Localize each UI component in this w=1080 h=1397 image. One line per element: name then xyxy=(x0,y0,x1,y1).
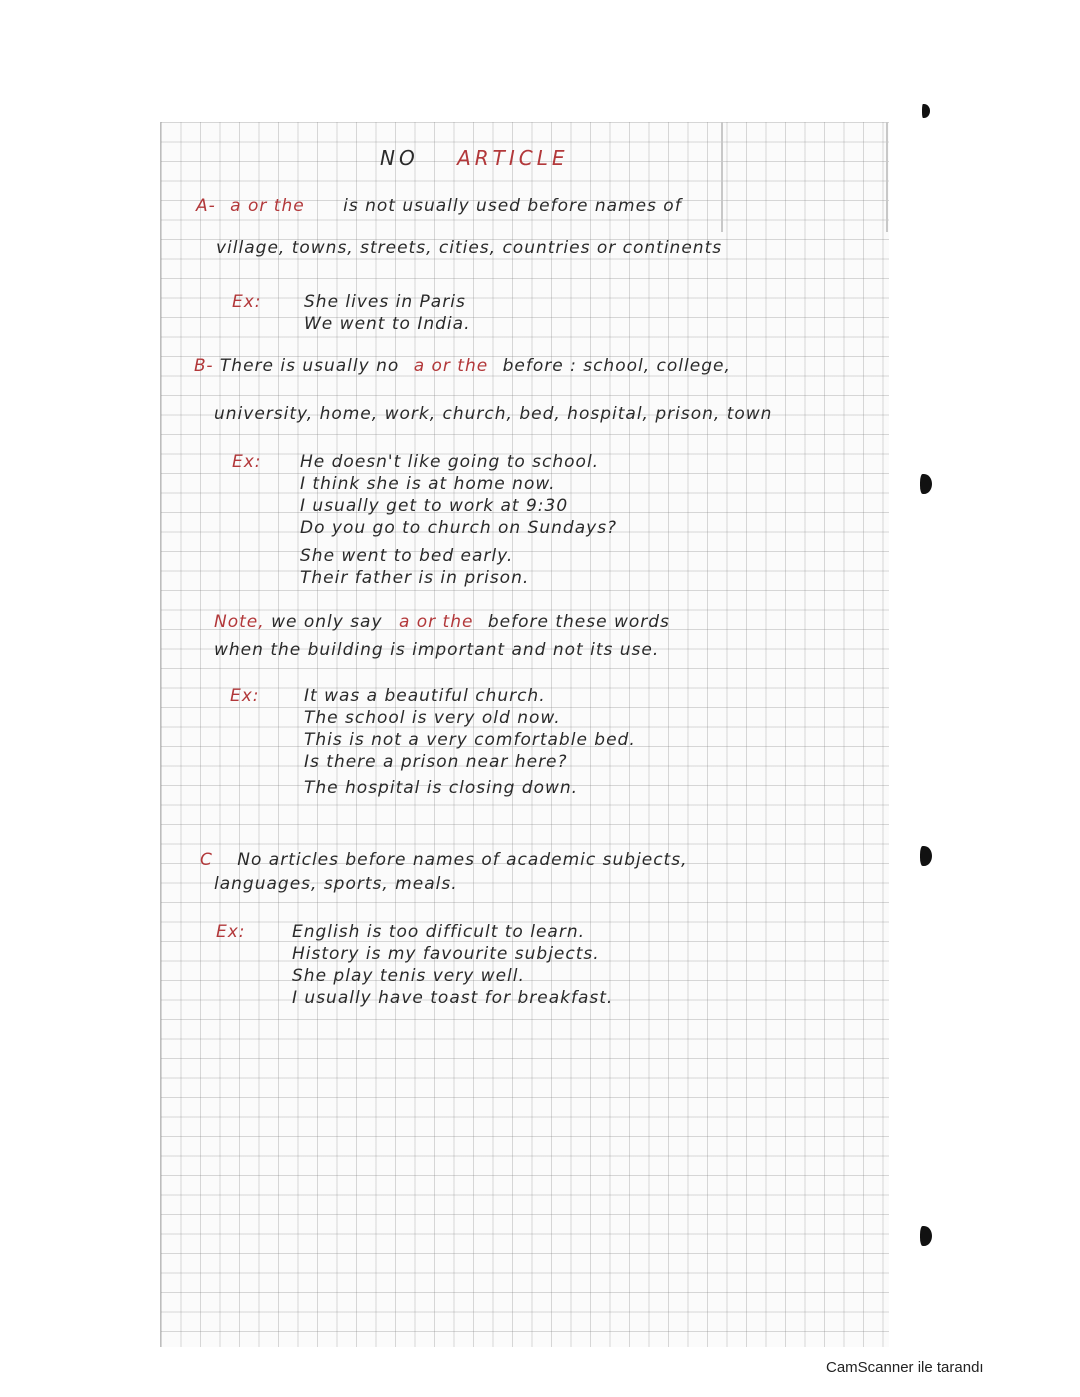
punch-hole-icon xyxy=(918,104,930,118)
section-b-start: There is usually no xyxy=(219,356,400,376)
example-line: The hospital is closing down. xyxy=(304,778,579,798)
scanner-watermark: CamScanner ile tarandı xyxy=(826,1359,984,1376)
punch-hole-icon xyxy=(916,1226,932,1246)
example-line: He doesn't like going to school. xyxy=(300,452,600,472)
section-b-marker: B- xyxy=(194,356,214,376)
section-b-articles: a or the xyxy=(413,356,489,376)
note-start: we only say xyxy=(271,612,383,632)
section-a-articles: a or the xyxy=(230,196,305,216)
note-ex-label: Ex: xyxy=(230,686,260,706)
section-b-line1 xyxy=(194,356,731,376)
example-line: Do you go to church on Sundays? xyxy=(300,518,618,538)
example-line: I usually have toast for breakfast. xyxy=(292,988,614,1008)
example-line: Their father is in prison. xyxy=(300,568,530,588)
section-a-ex-label: Ex: xyxy=(232,292,262,312)
section-b-ex-label: Ex: xyxy=(232,452,262,472)
example-line: She play tenis very well. xyxy=(292,966,525,986)
section-c-ex-label: Ex: xyxy=(216,922,246,942)
section-a-line2: village, towns, streets, cities, countries or continents xyxy=(216,238,723,258)
section-c-line2: languages, sports, meals. xyxy=(214,874,458,894)
note-line1 xyxy=(214,612,670,632)
section-c-line1 xyxy=(200,850,687,870)
section-b-end: before : school, college, xyxy=(502,356,731,376)
note-line2: when the building is important and not its use. xyxy=(214,640,660,660)
section-a-line1 xyxy=(196,196,682,216)
section-b-line2: university, home, work, church, bed, hospital, prison, town xyxy=(214,404,773,424)
example-line: She lives in Paris xyxy=(304,292,466,312)
section-a-marker: A- xyxy=(196,196,216,216)
margin-line xyxy=(721,122,723,232)
page-title xyxy=(380,146,569,170)
punch-hole-icon xyxy=(916,474,932,494)
example-line: English is too difficult to learn. xyxy=(292,922,586,942)
section-a-rule: is not usually used before names of xyxy=(343,196,682,216)
example-line: We went to India. xyxy=(304,314,471,334)
example-line: Is there a prison near here? xyxy=(304,752,568,772)
example-line: It was a beautiful church. xyxy=(304,686,546,706)
title-article: ARTICLE xyxy=(457,146,569,170)
title-no: NO xyxy=(380,146,419,170)
punch-hole-icon xyxy=(916,846,932,866)
example-line: This is not a very comfortable bed. xyxy=(304,730,636,750)
note-articles: a or the xyxy=(398,612,474,632)
example-line: History is my favourite subjects. xyxy=(292,944,600,964)
example-line: I usually get to work at 9:30 xyxy=(300,496,569,516)
section-c-marker: C xyxy=(200,850,213,870)
margin-line xyxy=(886,122,888,232)
section-c-rule: No articles before names of academic subjects, xyxy=(237,850,688,870)
example-line: I think she is at home now. xyxy=(300,474,556,494)
example-line: The school is very old now. xyxy=(304,708,561,728)
example-line: She went to bed early. xyxy=(300,546,514,566)
note-end: before these words xyxy=(487,612,670,632)
note-label: Note, xyxy=(214,612,265,632)
